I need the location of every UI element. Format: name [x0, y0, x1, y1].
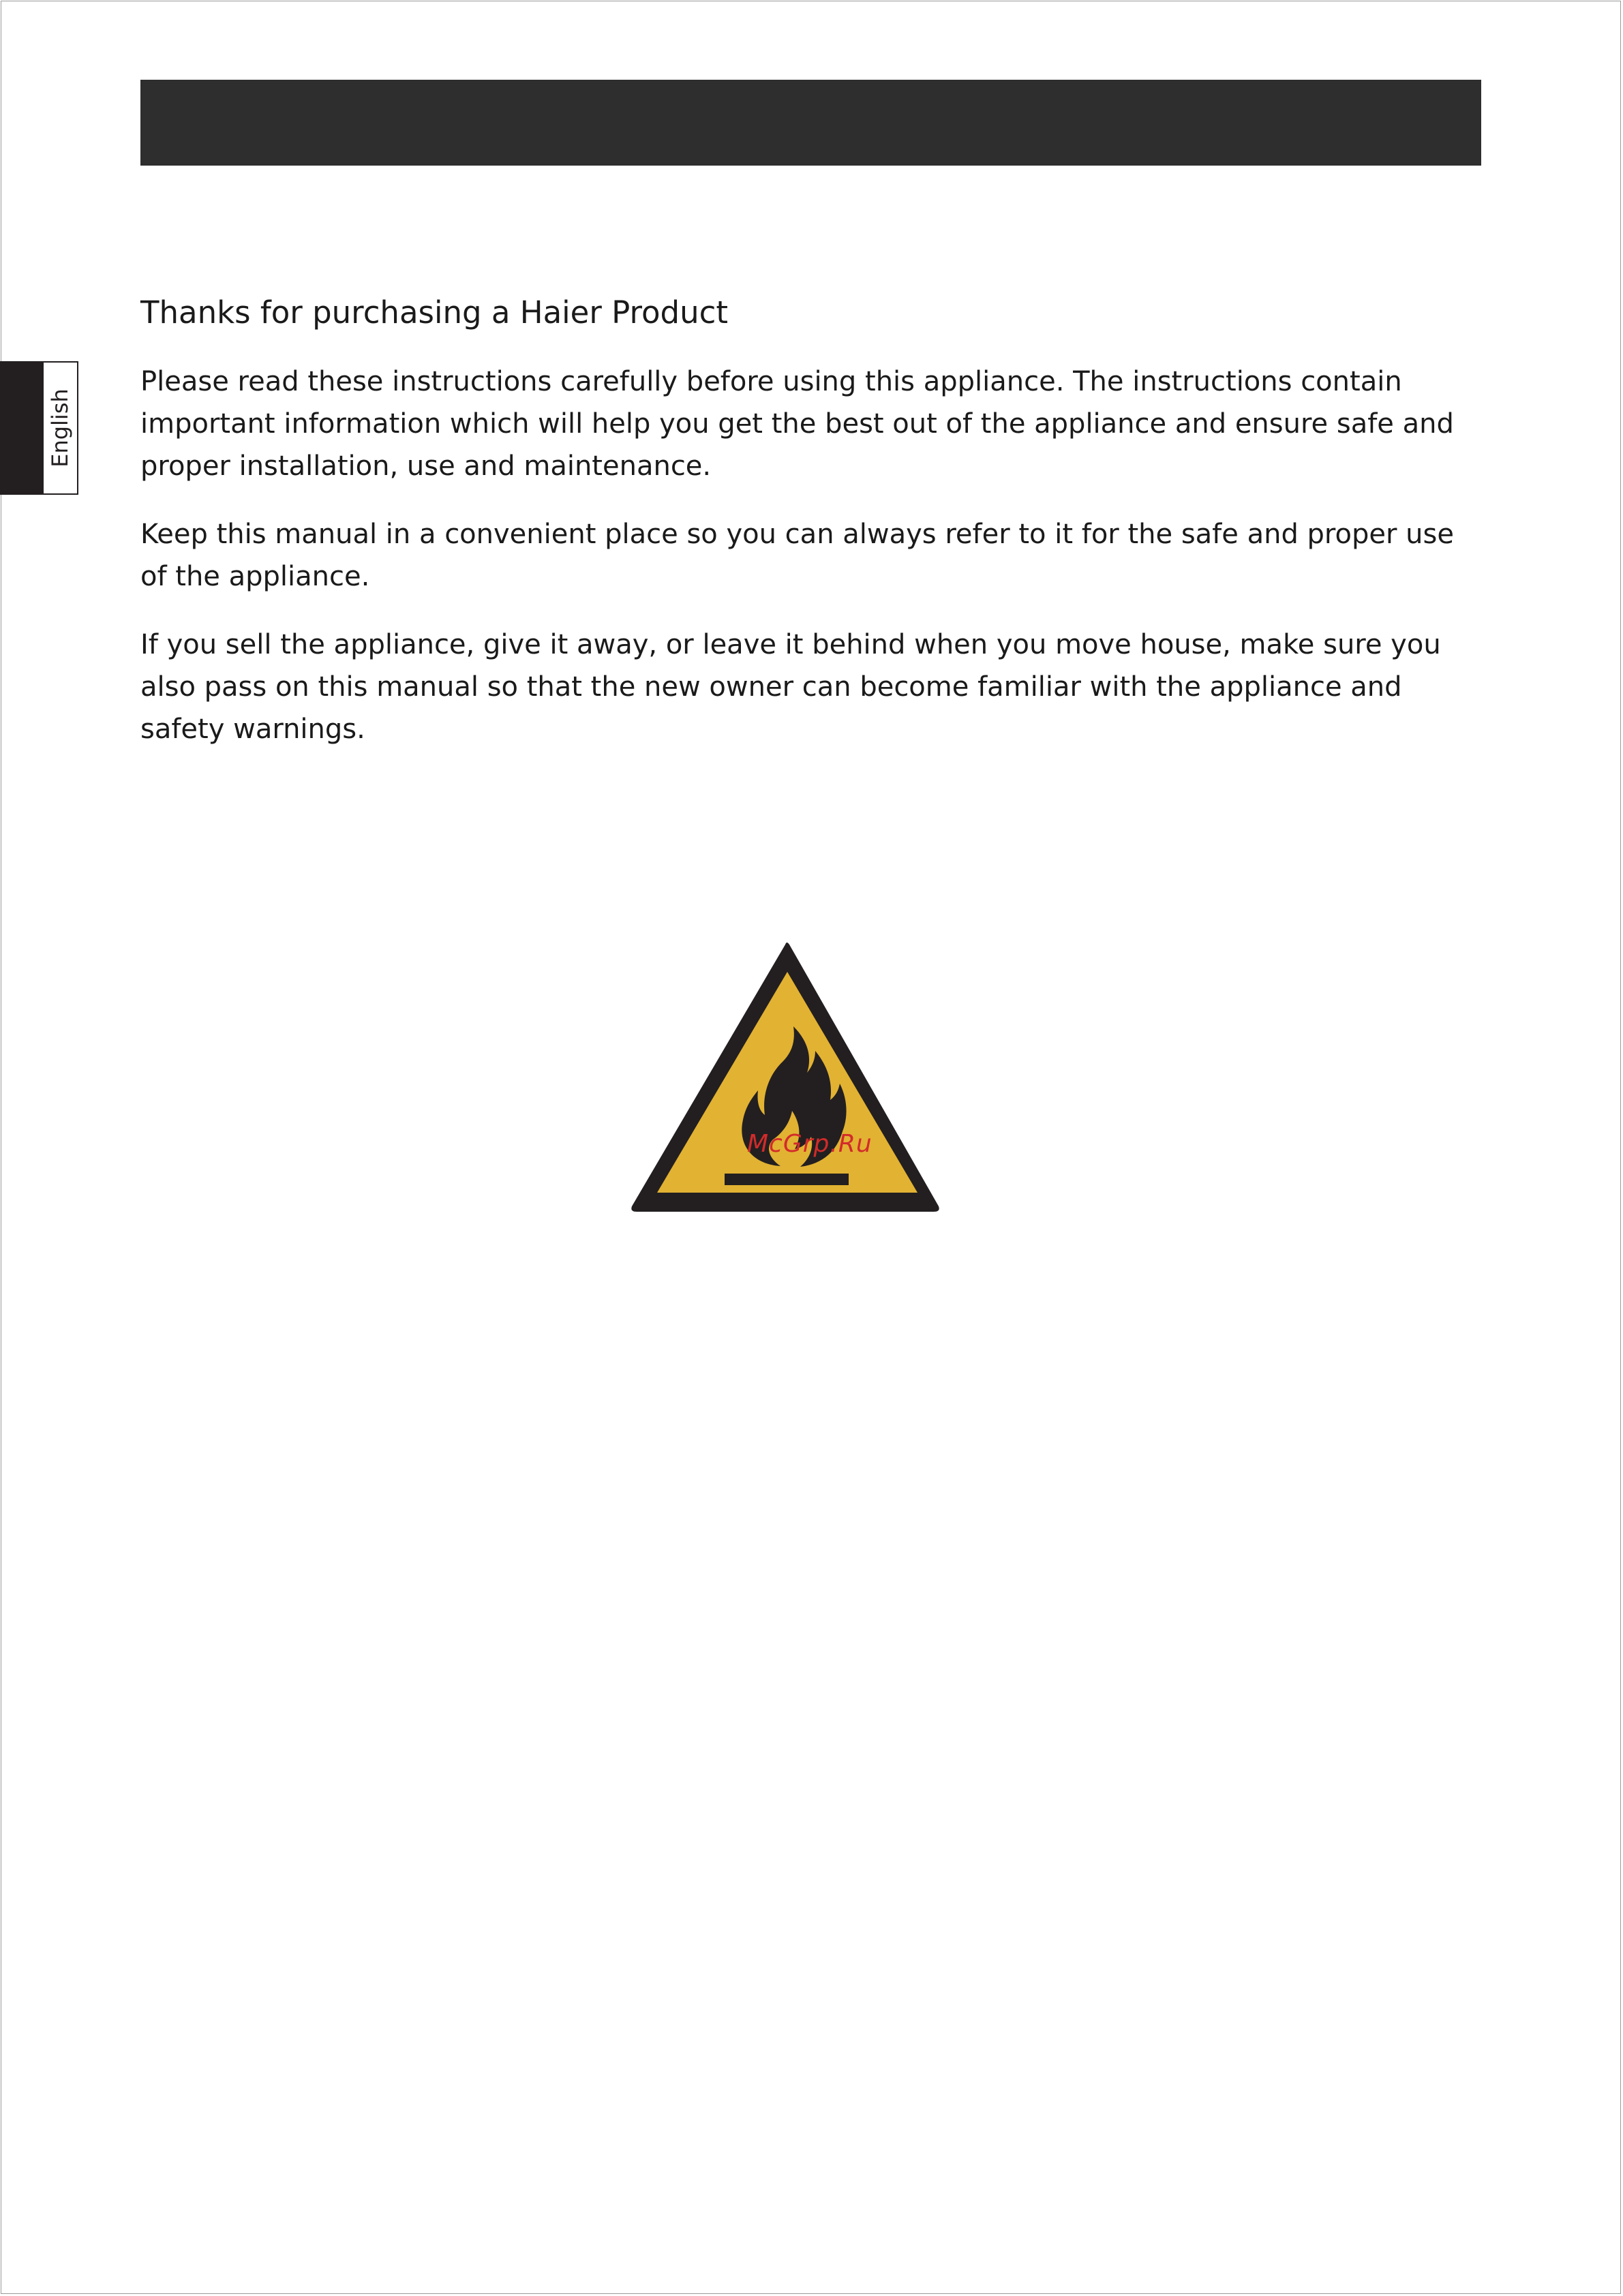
language-label: English: [47, 388, 73, 468]
language-tab-marker: [0, 361, 42, 495]
flame-base-bar: [725, 1174, 849, 1185]
page-title: Thanks for purchasing a Haier Product: [140, 294, 729, 331]
intro-paragraph-2: Keep this manual in a convenient place so you can always refer to it for the safe and proper use of the appliance.: [140, 519, 1454, 592]
watermark: McGrp.Ru: [747, 1130, 873, 1158]
intro-paragraph-1: Please read these instructions carefully before using this appliance. The instructions contain important information which will help you get the best out of the appliance and ensure safe and proper installation, use and maintenance.: [140, 366, 1454, 482]
flammable-warning-icon: [628, 939, 942, 1215]
header-bar: [140, 80, 1481, 166]
intro-section: [140, 290, 1476, 776]
intro-paragraph-3: If you sell the appliance, give it away, or leave it behind when you move house, make sure you also pass on this manual so that the new owner can become familiar with the appliance and safety warnings.: [140, 629, 1441, 745]
